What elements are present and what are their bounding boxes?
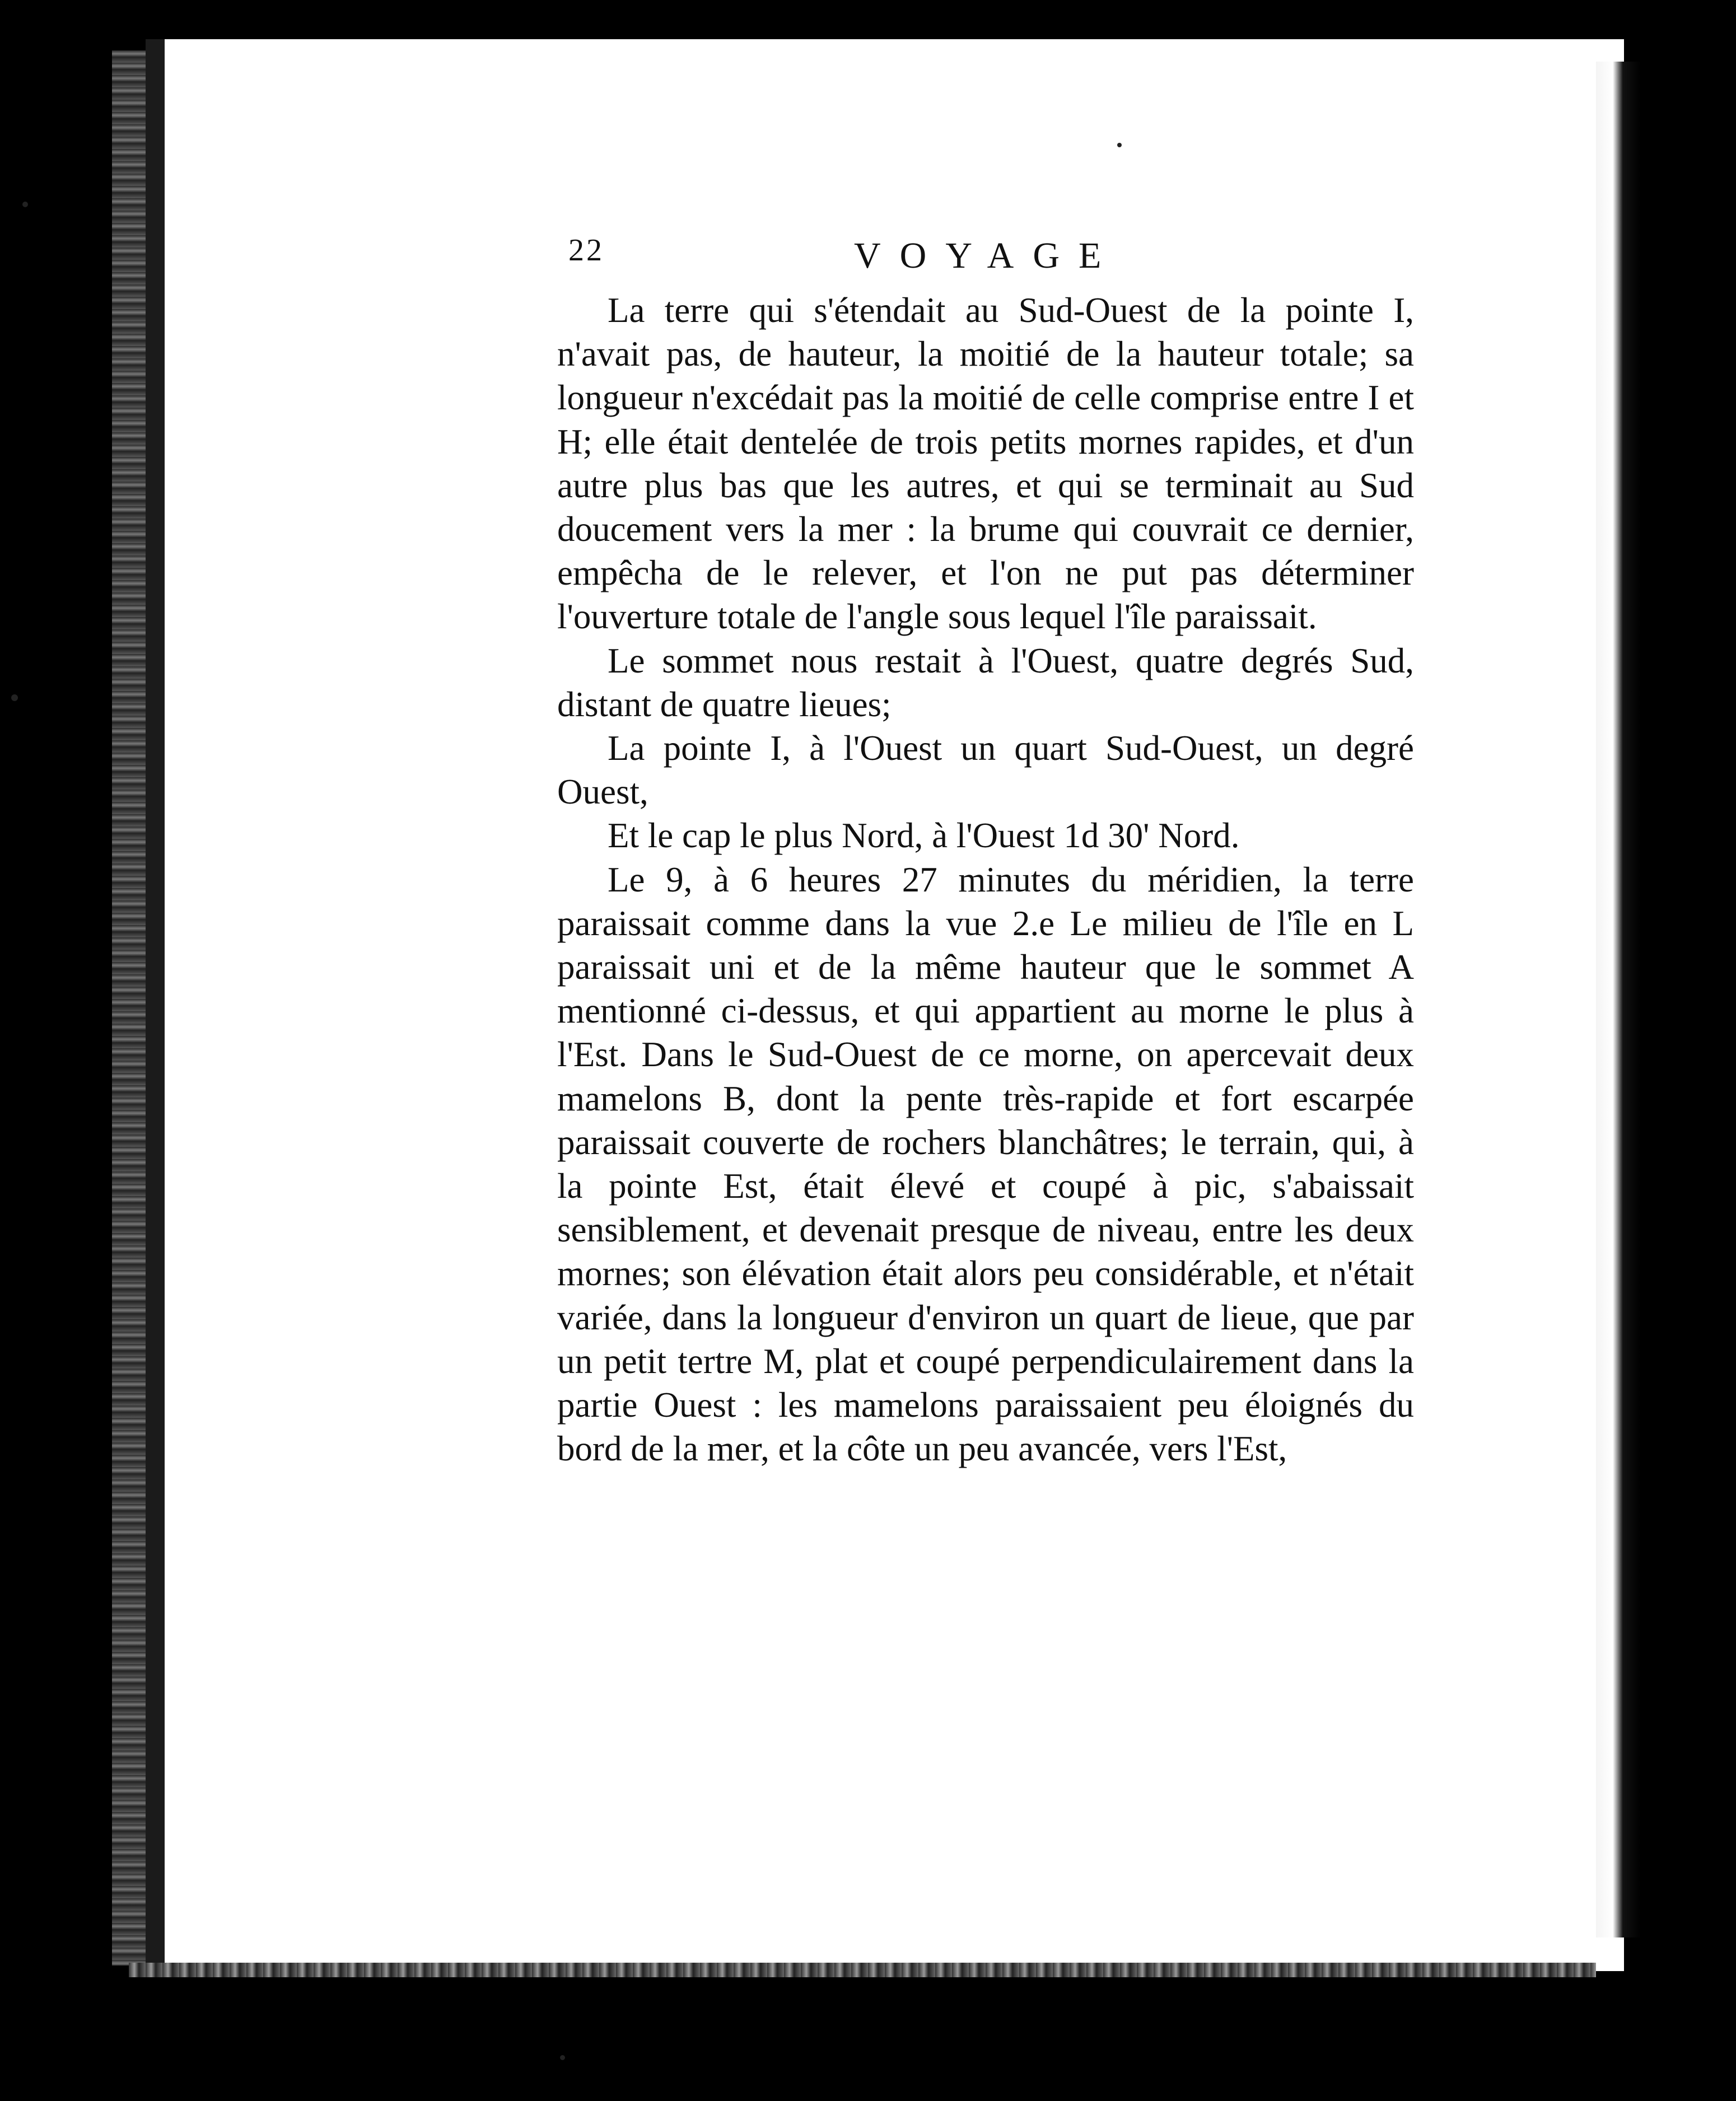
page-text-block — [557, 227, 1414, 1470]
page-left-edge — [112, 50, 146, 1965]
book-gutter — [1596, 62, 1641, 1937]
scan-speck — [560, 2055, 565, 2060]
body-text — [557, 288, 1414, 1470]
paragraph: La pointe I, à l'Ouest un quart Sud-Ouest, un degré Ouest, — [557, 729, 1414, 812]
paragraph: La terre qui s'étendait au Sud-Ouest de la pointe I, n'avait pas, de hauteur, la moitié de la hauteur totale; sa longueur n'excédait pas la moitié de celle comprise entre I et H; elle était dentelée de trois petits mornes rapides, et d'un autre plus bas que les autres, et qui se terminait au Sud doucement vers la mer : la brume qui couvrait ce dernier, empêcha de le relever, et l'on ne put pas déterminer l'ouverture totale de l'angle sous lequel l'île paraissait. — [557, 291, 1414, 637]
page-bottom-edge — [129, 1963, 1596, 1977]
paragraph: Le sommet nous restait à l'Ouest, quatre degrés Sud, distant de quatre lieues; — [557, 641, 1414, 724]
paragraph: Le 9, à 6 heures 27 minutes du méridien, la terre paraissait comme dans la vue 2.e Le milieu de l'île en L paraissait uni et de la même hauteur que le sommet A mentionné ci-dessus, et qui appartient au morne le plus à l'Est. Dans le Sud-Ouest de ce morne, on apercevait deux mamelons B, dont la pente très-rapide et fort escarpée paraissait couverte de rochers blanchâtres; le terrain, qui, à la pointe Est, était élevé et coupé à pic, s'abaissait sensiblement, et devenait presque de niveau, entre les deux mornes; son élévation était alors peu considérable, et n'était variée, dans la longueur d'environ un quart de lieue, que par un petit tertre M, plat et coupé perpendiculairement dans la partie Ouest : les mamelons paraissaient peu éloignés du bord de la mer, et la côte un peu avancée, vers l'Est, — [557, 860, 1414, 1469]
running-title: VOYAGE — [854, 235, 1121, 276]
paragraph: Et le cap le plus Nord, à l'Ouest 1d 30' Nord. — [608, 816, 1240, 856]
scan-speck — [11, 694, 18, 701]
scan-speck — [1117, 143, 1122, 147]
running-head — [557, 227, 1414, 288]
page-number: 22 — [568, 233, 604, 268]
scan-speck — [22, 202, 28, 207]
